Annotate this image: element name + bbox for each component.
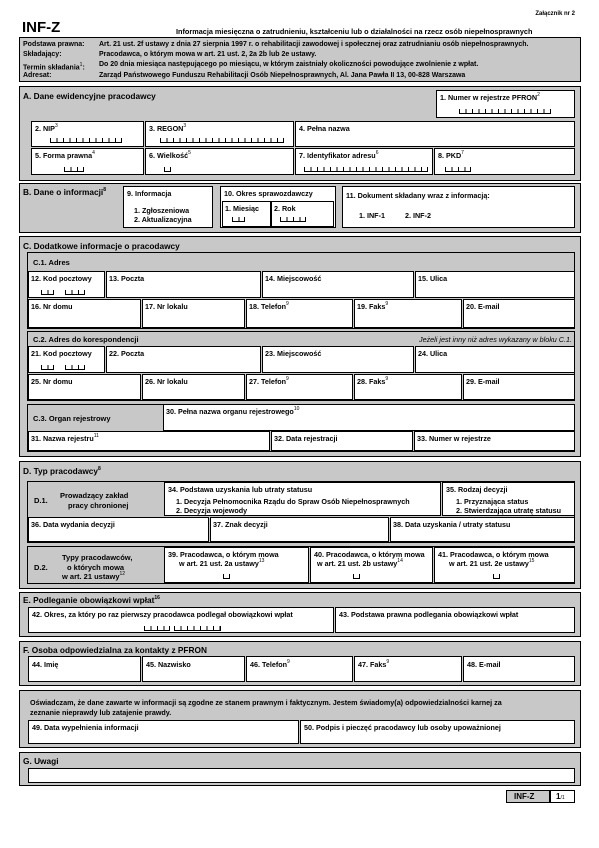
addressee-label: Adresat: [23, 71, 52, 79]
field-22-post[interactable] [106, 346, 261, 373]
section-d-title-sup: 8 [98, 466, 101, 472]
field-41-label-1: 41. Pracodawca, o którym mowa [438, 550, 549, 559]
field-44-label: 44. Imię [32, 660, 59, 669]
field-19-fax[interactable] [354, 299, 462, 328]
field-45-label: 45. Nazwisko [146, 660, 191, 669]
field-35-label: 35. Rodzaj decyzji [446, 485, 508, 494]
c2-title: C.2. Adres do korespondencji [33, 335, 139, 344]
field-42-ticks-a [144, 626, 170, 631]
field-1-sup: 2 [537, 92, 540, 98]
d2-sup: 12 [119, 571, 126, 577]
field-33-registry-number[interactable] [414, 431, 575, 451]
field-47-sup: 9 [386, 659, 390, 665]
field-39-label-1: 39. Pracodawca, o którym mowa [168, 550, 279, 559]
field-36-label: 36. Data wydania decyzji [31, 520, 115, 529]
field-46-phone[interactable] [246, 656, 353, 682]
c3-title: C.3. Organ rejestrowy [33, 414, 111, 423]
field-39-label-2: w art. 21 ust. 2a ustawy [179, 559, 259, 568]
field-5-label: 5. Forma prawna [35, 151, 93, 160]
field-19-label: 19. Faks [357, 302, 386, 311]
field-30-sup: 10 [293, 406, 300, 412]
field-9-information[interactable] [123, 186, 213, 228]
field-9-option-2[interactable]: 2. Aktualizacyjna [134, 215, 192, 224]
field-30-registry-authority[interactable] [163, 404, 575, 431]
field-42-ticks-b [174, 626, 221, 631]
field-31-sup: 11 [93, 433, 99, 439]
field-10-month-ticks [232, 217, 245, 222]
d2-text-3 [62, 572, 125, 581]
footer-code: INF-Z [514, 792, 535, 801]
field-34-status-basis[interactable] [164, 482, 441, 516]
field-41-sup: 15 [528, 558, 535, 564]
field-27-label: 27. Telefon [249, 377, 287, 386]
remarks-field[interactable] [28, 768, 575, 783]
d1-label: D.1. [34, 496, 48, 505]
section-d-title-text: D. Typ pracodawcy [23, 466, 98, 476]
field-35-decision-type[interactable] [442, 482, 575, 516]
section-c-title: C. Dodatkowe informacje o pracodawcy [23, 241, 180, 251]
field-45-last-name[interactable] [142, 656, 245, 682]
field-50-signature[interactable] [300, 720, 575, 744]
field-12-ticks-b [65, 290, 85, 295]
field-5-legal-form[interactable] [31, 148, 144, 175]
section-e-title-sup: 16 [154, 595, 160, 601]
field-28-label: 28. Faks [357, 377, 386, 386]
field-34-option-1[interactable]: 1. Decyzja Pełnomocnika Rządu do Spraw Osób Niepełnosprawnych [176, 497, 410, 506]
field-16-house-number[interactable] [28, 299, 141, 328]
declaration-line-1: Oświadczam, że dane zawarte w informacji są zgodne ze stanem prawnym i faktycznym. Jestem świadomy(a) odpowiedzialności karnej za [30, 698, 502, 707]
field-18-sup: 9 [286, 301, 289, 307]
footer-code-box [506, 790, 550, 803]
field-43-label: 43. Podstawa prawna podlegania obowiązkowi wpłat [339, 610, 519, 619]
field-25-house-number[interactable] [28, 374, 141, 400]
field-34-label: 34. Podstawa uzyskania lub utraty statusu [168, 485, 313, 494]
field-8-sup: 7 [461, 150, 464, 156]
field-17-label: 17. Nr lokalu [145, 302, 188, 311]
field-23-city[interactable] [262, 346, 414, 373]
field-10-reporting-period[interactable] [220, 186, 336, 228]
field-3-sup: 3 [183, 123, 187, 129]
field-8-label: 8. PKD [438, 151, 462, 160]
field-13-post[interactable] [106, 271, 261, 298]
field-39-sup: 13 [258, 558, 265, 564]
field-26-apartment[interactable] [142, 374, 245, 400]
field-2-sup: 3 [54, 123, 58, 129]
field-29-label: 29. E-mail [466, 377, 500, 386]
field-41-employer-2e[interactable] [434, 547, 575, 583]
field-20-email[interactable] [463, 299, 575, 328]
field-11-option-2[interactable]: 2. INF-2 [405, 211, 431, 220]
field-48-email[interactable] [463, 656, 575, 682]
field-3-ticks [160, 138, 284, 143]
d1-text-1: Prowadzący zakład [60, 491, 129, 500]
field-11-option-1[interactable]: 1. INF-1 [359, 211, 385, 220]
field-32-label: 32. Data rejestracji [274, 434, 338, 443]
field-12-postal-code[interactable] [28, 271, 105, 298]
field-4-full-name[interactable] [295, 121, 575, 147]
field-15-label: 15. Ulica [418, 274, 448, 283]
declaration-line-2: zeznanie nieprawdy lub zatajenie prawdy. [30, 708, 172, 717]
field-29-email[interactable] [463, 374, 575, 400]
basis-label: Podstawa prawna: [23, 41, 85, 48]
section-a-title: A. Dane ewidencyjne pracodawcy [23, 91, 156, 101]
info-labels: Podstawa prawna: Art. 21 ust. 2f ustawy z dnia 27 sierpnia 1997 r. o rehabilitacji zawodowej i społecznej oraz zatrudnianiu osób niepełnosprawnych. Składający: Pracodawca, o którym mowa w art. 21 ust. 2, 2a 2b lub 2e ustawy. Termin składania$^1$: Do 20 dnia miesiąca następującego po miesiącu, w którym zaistniały okoliczności powodujące zwolnienie z wpłat. Adresat: Zarząd Państwowego Funduszu Rehabilitacji Osób Niepełnosprawnych, Al. Jana Pawła II 13, 00-828 Warszawa [23, 40, 583, 81]
field-36-decision-date[interactable] [28, 517, 209, 542]
field-6-ticks [164, 167, 171, 172]
addressee-text: Zarząd Państwowego Funduszu Rehabilitacji Osób Niepełnosprawnych, Al. Jana Pawła II 13, 00-828 Warszawa [99, 71, 466, 79]
field-38-status-date[interactable] [390, 517, 575, 542]
field-9-option-1[interactable]: 1. Zgłoszeniowa [134, 206, 190, 215]
field-23-label: 23. Miejscowość [265, 349, 322, 358]
field-12-ticks-a [41, 290, 54, 295]
section-f-title: F. Osoba odpowiedzialna za kontakty z PFRON [23, 645, 207, 655]
field-49-fill-date[interactable] [28, 720, 299, 744]
field-48-label: 48. E-mail [467, 660, 501, 669]
field-27-phone[interactable] [246, 374, 353, 400]
field-26-label: 26. Nr lokalu [145, 377, 188, 386]
field-33-label: 33. Numer w rejestrze [417, 434, 491, 443]
field-8-pkd[interactable] [434, 148, 575, 175]
c1-title: C.1. Adres [33, 258, 70, 267]
field-50-label: 50. Podpis i pieczęć pracodawcy lub osoby upoważnionej [304, 723, 501, 732]
section-b-title [23, 187, 106, 197]
field-47-label: 47. Faks [358, 660, 387, 669]
field-6-size[interactable] [145, 148, 294, 175]
field-3-label: 3. REGON [149, 124, 184, 133]
field-2-ticks [50, 138, 122, 143]
field-28-fax[interactable] [354, 374, 462, 400]
field-2-label: 2. NIP [35, 124, 55, 133]
deadline-text: Do 20 dnia miesiąca następującego po miesiącu, w którym zaistniały okoliczności powodujące zwolnienie z wpłat. [99, 61, 479, 69]
field-7-label: 7. Identyfikator adresu [299, 151, 376, 160]
field-31-registry-name[interactable] [28, 431, 270, 451]
field-38-label: 38. Data uzyskania / utraty statusu [393, 520, 511, 529]
d1-text-2: pracy chronionej [68, 501, 129, 510]
field-3-regon[interactable] [145, 121, 294, 147]
field-7-sup: 6 [375, 150, 379, 156]
field-40-employer-2b[interactable] [310, 547, 433, 583]
field-9-label: 9. Informacja [127, 189, 172, 198]
form-title: Informacja miesięczna o zatrudnieniu, kształceniu lub o działalności na rzecz osób niepełnosprawnych [176, 27, 533, 36]
field-11-document[interactable] [342, 186, 575, 228]
field-41-ticks [493, 574, 500, 579]
field-40-label-2: w art. 21 ust. 2b ustawy [317, 559, 398, 568]
field-20-label: 20. E-mail [466, 302, 500, 311]
field-24-label: 24. Ulica [418, 349, 448, 358]
footer-page-number: 1 [556, 792, 561, 801]
field-13-label: 13. Poczta [109, 274, 145, 283]
field-2-nip[interactable] [31, 121, 144, 147]
field-39-ticks [223, 574, 230, 579]
submitter-text: Pracodawca, o którym mowa w art. 21 ust. 2, 2a 2b lub 2e ustawy. [99, 51, 317, 59]
field-21-label: 21. Kod pocztowy [31, 349, 92, 358]
field-43-legal-basis[interactable] [335, 607, 575, 633]
field-39-employer-2a[interactable] [164, 547, 309, 583]
field-37-label: 37. Znak decyzji [213, 520, 268, 529]
d2-text-3-label: w art. 21 ustawy [62, 572, 120, 581]
field-18-phone[interactable] [246, 299, 353, 328]
field-40-sup: 14 [397, 558, 403, 564]
field-12-label: 12. Kod pocztowy [31, 274, 92, 283]
field-35-option-1[interactable]: 1. Przyznająca status [456, 497, 529, 506]
field-31-label: 31. Nazwa rejestru [31, 434, 94, 443]
field-11-label: 11. Dokument składany wraz z informacją: [346, 191, 490, 200]
field-7-address-id[interactable] [295, 148, 433, 175]
field-27-sup: 9 [286, 376, 289, 382]
field-37-decision-ref[interactable] [210, 517, 389, 542]
field-10-label: 10. Okres sprawozdawczy [224, 189, 313, 198]
form-code: INF-Z [22, 19, 61, 36]
field-25-label: 25. Nr domu [31, 377, 73, 386]
field-4-label: 4. Pełna nazwa [299, 124, 350, 133]
field-21-postal-code[interactable] [28, 346, 105, 373]
field-46-label: 46. Telefon [250, 660, 288, 669]
field-10-year[interactable] [271, 201, 334, 227]
d2-text-2: o których mowa [67, 563, 125, 572]
field-32-registration-date[interactable] [271, 431, 413, 451]
field-5-ticks [64, 167, 84, 172]
footer-page-box [550, 790, 575, 803]
field-1-label: 1. Numer w rejestrze PFRON [440, 93, 538, 102]
field-14-label: 14. Miejscowość [265, 274, 322, 283]
field-30-label: 30. Pełna nazwa organu rejestrowego [166, 407, 294, 416]
field-21-ticks-b [65, 365, 85, 370]
field-40-label-1: 40. Pracodawca, o którym mowa [314, 550, 425, 559]
field-14-city[interactable] [262, 271, 414, 298]
field-1-ticks [459, 109, 551, 114]
footer-page-total: /1 [560, 795, 565, 801]
field-21-ticks-a [41, 365, 54, 370]
field-28-sup: 9 [385, 376, 389, 382]
c2-note: Jeżeli jest inny niż adres wykazany w bloku C.1. [418, 335, 572, 344]
field-17-apartment[interactable] [142, 299, 245, 328]
field-42-first-period[interactable] [28, 607, 334, 633]
field-22-label: 22. Poczta [109, 349, 145, 358]
field-7-ticks [304, 167, 428, 172]
field-19-sup: 9 [385, 301, 389, 307]
field-42-label: 42. Okres, za który po raz pierwszy pracodawca podlegał obowiązkowi wpłat [32, 610, 293, 619]
d2-text-1: Typy pracodawców, [62, 553, 133, 562]
footer-page [556, 792, 565, 803]
field-6-label: 6. Wielkość [149, 151, 189, 160]
basis-text: Art. 21 ust. 2f ustawy z dnia 27 sierpnia 1997 r. o rehabilitacji zawodowej i społecznej oraz zatrudnianiu osób niepełnosprawnych. [99, 41, 529, 48]
field-10-month-label: 1. Miesiąc [225, 204, 259, 213]
field-18-label: 18. Telefon [249, 302, 287, 311]
field-40-ticks [353, 574, 360, 579]
deadline-label: Termin składania [23, 64, 80, 72]
section-d-title [23, 466, 101, 476]
field-47-fax[interactable] [354, 656, 462, 682]
section-g-title: G. Uwagi [23, 756, 59, 766]
attachment-label: Załącznik nr 2 [535, 11, 575, 17]
field-41-label-2: w art. 21 ust. 2e ustawy [449, 559, 529, 568]
section-e-title [23, 595, 160, 605]
field-5-sup: 4 [92, 150, 95, 156]
section-b-title-text: B. Dane o informacji [23, 187, 104, 197]
field-46-sup: 9 [287, 659, 290, 665]
field-10-year-label: 2. Rok [274, 204, 296, 213]
field-15-street[interactable] [415, 271, 575, 298]
field-34-option-2[interactable]: 2. Decyzja wojewody [176, 506, 248, 515]
field-16-label: 16. Nr domu [31, 302, 73, 311]
d2-label: D.2. [34, 563, 48, 572]
field-8-ticks [445, 167, 471, 172]
field-6-sup: 5 [188, 150, 191, 156]
deadline-sup: 1 [79, 62, 83, 69]
field-24-street[interactable] [415, 346, 575, 373]
submitter-label: Składający: [23, 51, 62, 59]
field-44-first-name[interactable] [28, 656, 141, 682]
field-10-year-ticks [280, 217, 306, 222]
field-10-month[interactable] [222, 201, 271, 227]
field-49-label: 49. Data wypełnienia informacji [32, 723, 139, 732]
field-35-option-2[interactable]: 2. Stwierdzająca utratę statusu [456, 506, 562, 515]
section-b-title-sup: 8 [103, 187, 106, 193]
section-e-title-text: E. Podleganie obowiązkowi wpłat [23, 595, 155, 605]
field-1-pfron-number[interactable] [436, 90, 575, 118]
